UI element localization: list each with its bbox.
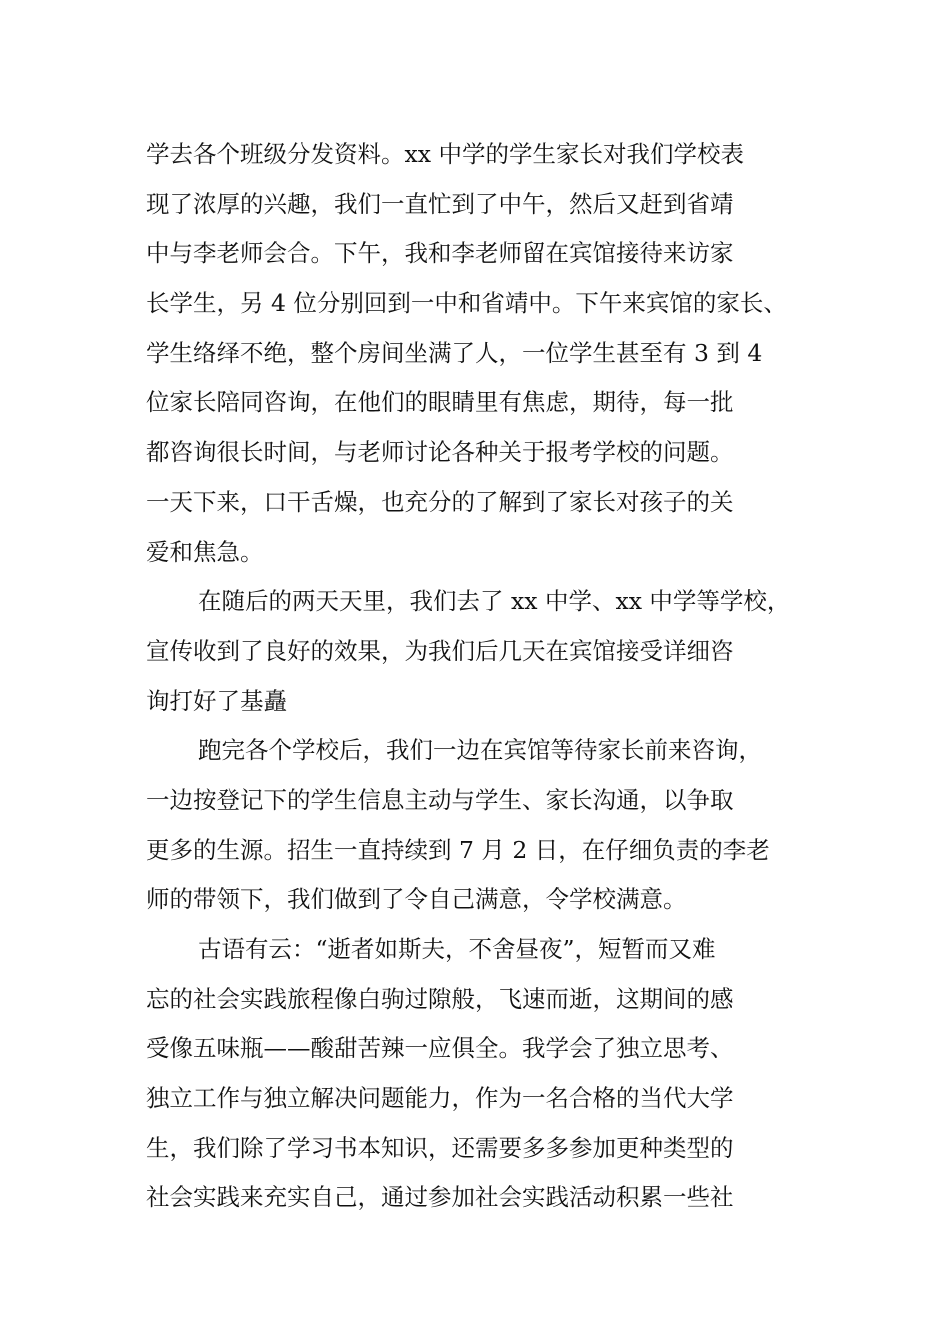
text-line: 受像五味瓶——酸甜苦辣一应俱全。我学会了独立思考、 bbox=[146, 1034, 734, 1063]
paragraph-start-line: 跑完各个学校后，我们一边在宾馆等待家长前来咨询， bbox=[198, 736, 762, 765]
text-line: 中与李老师会合。下午，我和李老师留在宾馆接待来访家 bbox=[146, 239, 734, 268]
text-line: 都咨询很长时间，与老师讨论各种关于报考学校的问题。 bbox=[146, 438, 734, 467]
text-line: 社会实践来充实自己，通过参加社会实践活动积累一些社 bbox=[146, 1183, 734, 1212]
text-line: 现了浓厚的兴趣，我们一直忙到了中午，然后又赶到省靖 bbox=[146, 189, 734, 218]
text-line: 位家长陪同咨询，在他们的眼睛里有焦虑，期待，每一批 bbox=[146, 388, 734, 417]
text-line: 长学生，另 4 位分别回到一中和省靖中。下午来宾馆的家长、 bbox=[146, 289, 787, 318]
paragraph-start-line: 在随后的两天天里，我们去了 xx 中学、xx 中学等学校， bbox=[198, 587, 791, 616]
text-line: 爱和焦急。 bbox=[146, 537, 264, 566]
text-line: 独立工作与独立解决问题能力，作为一名合格的当代大学 bbox=[146, 1084, 734, 1113]
body-text bbox=[146, 130, 816, 1223]
text-line: 一边按登记下的学生信息主动与学生、家长沟通，以争取 bbox=[146, 785, 734, 814]
text-line: 学生络绎不绝，整个房间坐满了人，一位学生甚至有 3 到 4 bbox=[146, 338, 763, 367]
text-line: 询打好了基矗 bbox=[146, 686, 287, 715]
text-line: 师的带领下，我们做到了令自己满意，令学校满意。 bbox=[146, 885, 687, 914]
text-line: 更多的生源。招生一直持续到 7 月 2 日，在仔细负责的李老 bbox=[146, 835, 770, 864]
text-line: 宣传收到了良好的效果，为我们后几天在宾馆接受详细咨 bbox=[146, 636, 734, 665]
text-line: 一天下来，口干舌燥，也充分的了解到了家长对孩子的关 bbox=[146, 487, 734, 516]
text-line: 生，我们除了学习书本知识，还需要多多参加更种类型的 bbox=[146, 1133, 734, 1162]
text-line: 忘的社会实践旅程像白驹过隙般，飞速而逝，这期间的感 bbox=[146, 984, 734, 1013]
paragraph-start-line: 古语有云：“逝者如斯夫，不舍昼夜”，短暂而又难 bbox=[198, 935, 716, 963]
text-line: 学去各个班级分发资料。xx 中学的学生家长对我们学校表 bbox=[146, 140, 744, 168]
